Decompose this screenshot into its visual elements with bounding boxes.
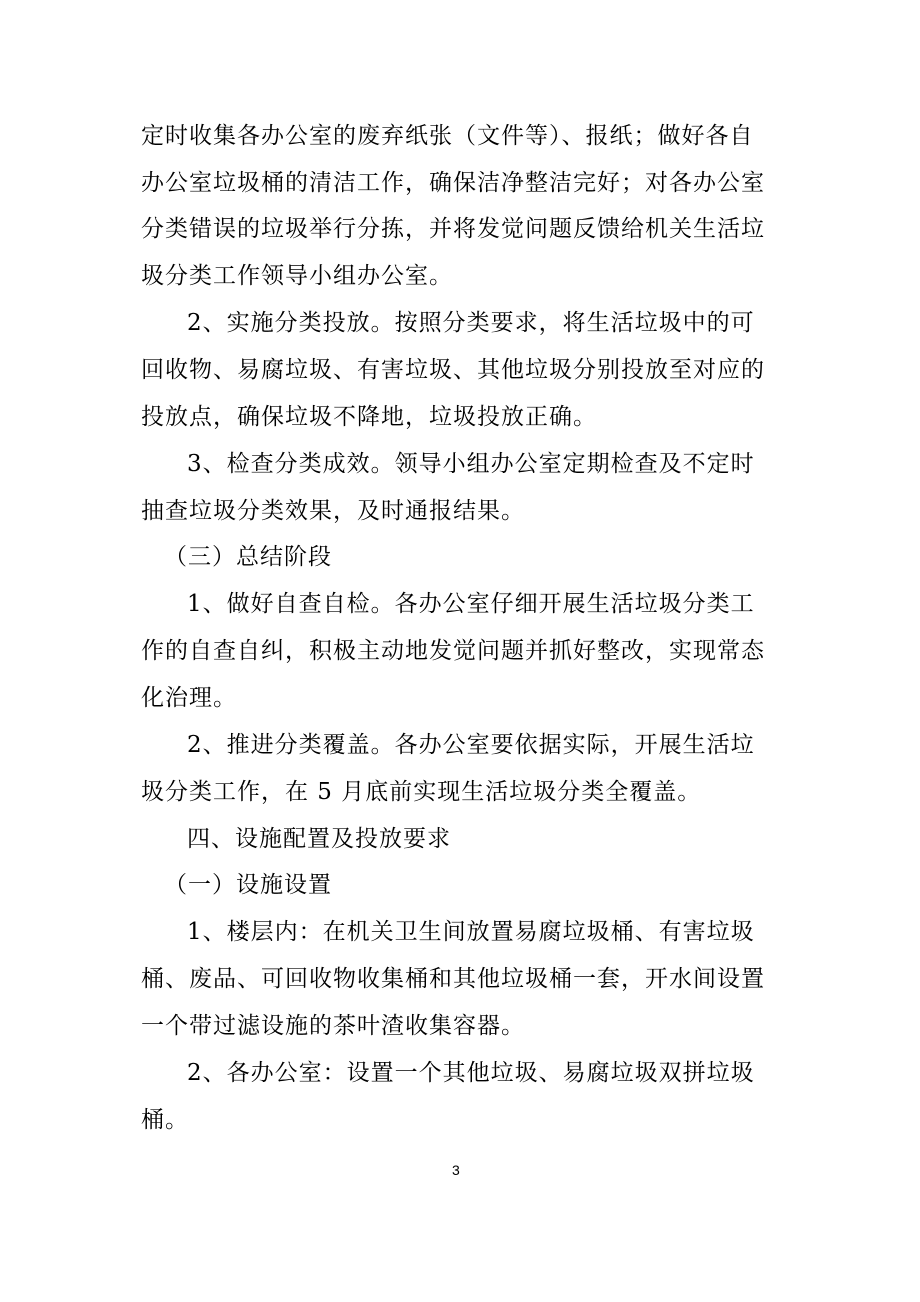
text-line: 定时收集各办公室的废弃纸张（文件等）、报纸；做好各自	[141, 123, 754, 149]
text-line: 抽查垃圾分类效果，及时通报结果。	[141, 498, 525, 524]
section-heading: （三）总结阶段	[164, 544, 332, 570]
text-line: 分类错误的垃圾举行分拣，并将发觉问题反馈给机关生活垃	[141, 216, 765, 242]
text-line: 桶、废品、可回收物收集桶和其他垃圾桶一套，开水间设置	[141, 966, 765, 992]
text-line: 回收物、易腐垃圾、有害垃圾、其他垃圾分别投放至对应的	[141, 357, 765, 383]
text-line: 办公室垃圾桶的清洁工作，确保洁净整洁完好；对各办公室	[141, 170, 765, 196]
text-line: 桶。	[141, 1107, 189, 1133]
page-number: 3	[452, 1162, 460, 1178]
text-line: 2、推进分类覆盖。各办公室要依据实际，开展生活垃	[187, 732, 755, 758]
text-line: 3、检查分类成效。领导小组办公室定期检查及不定时	[187, 451, 755, 477]
section-heading: （一）设施设置	[164, 872, 332, 898]
section-heading: 四、设施配置及投放要求	[187, 826, 451, 852]
text-line: 2、实施分类投放。按照分类要求，将生活垃圾中的可	[187, 310, 755, 336]
text-line: 圾分类工作，在 5 月底前实现生活垃圾分类全覆盖。	[141, 779, 702, 805]
text-line: 1、做好自查自检。各办公室仔细开展生活垃圾分类工	[187, 591, 755, 617]
text-line: 2、各办公室：设置一个其他垃圾、易腐垃圾双拼垃圾	[187, 1060, 755, 1086]
text-line: 一个带过滤设施的茶叶渣收集容器。	[141, 1013, 525, 1039]
text-line: 1、楼层内：在机关卫生间放置易腐垃圾桶、有害垃圾	[187, 919, 755, 945]
text-line: 化治理。	[141, 685, 237, 711]
text-line: 投放点，确保垃圾不降地，垃圾投放正确。	[141, 404, 597, 430]
text-line: 作的自查自纠，积极主动地发觉问题并抓好整改，实现常态	[141, 638, 765, 664]
text-line: 圾分类工作领导小组办公室。	[141, 263, 453, 289]
